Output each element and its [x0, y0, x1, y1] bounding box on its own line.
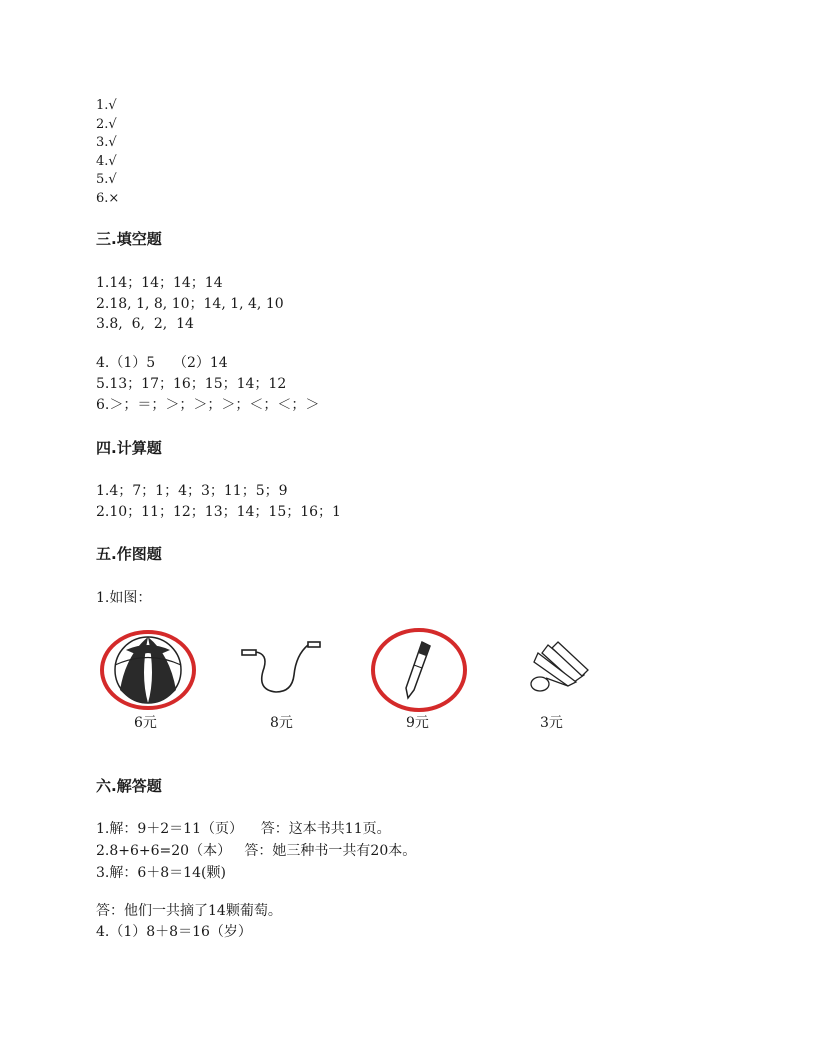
answer-line-1: 1.解：9＋2＝11（页） 答：这本书共11页。: [96, 821, 391, 837]
shuttlecock-icon: [531, 642, 588, 691]
calc-answer-1: 1.4；7；1；4；3；11；5；9: [96, 483, 288, 499]
pen-icon: [406, 642, 430, 698]
judge-answer-4: 4.√: [96, 154, 117, 169]
judge-answer-1: 1.√: [96, 98, 117, 113]
fill-answer-1: 1.14；14；14；14: [96, 275, 223, 291]
jump-rope-icon: [242, 642, 320, 692]
price-jump-rope: 8元: [270, 715, 293, 731]
section-heading-draw: 五.作图题: [96, 545, 162, 563]
answer-line-3: 3.解：6＋8＝14(颗): [96, 865, 226, 881]
answer-line-5: 4.（1）8＋8＝16（岁）: [96, 924, 252, 940]
judge-answer-3: 3.√: [96, 135, 117, 150]
items-illustration: [96, 620, 596, 740]
fill-answer-2: 2.18, 1, 8, 10；14, 1, 4, 10: [96, 296, 284, 312]
calc-answer-2: 2.10；11；12；13；14；15；16；1: [96, 504, 341, 520]
price-pen: 9元: [406, 715, 429, 731]
price-ball: 6元: [134, 715, 157, 731]
judge-answer-2: 2.√: [96, 117, 117, 132]
draw-caption: 1.如图：: [96, 590, 152, 606]
answer-line-2: 2.8+6+6=20（本） 答：她三种书一共有20本。: [96, 843, 417, 859]
judge-answer-5: 5.√: [96, 172, 117, 187]
fill-answer-5: 5.13；17；16；15；14；12: [96, 376, 287, 392]
ball-icon: [115, 637, 181, 703]
fill-answer-6: 6.＞；＝；＞；＞；＞；＜；＜；＞: [96, 397, 320, 413]
fill-answer-3: 3.8, 6, 2, 14: [96, 316, 194, 332]
shopping-figure: [96, 620, 596, 740]
judge-answer-6: 6.×: [96, 191, 120, 206]
answer-line-4: 答：他们一共摘了14颗葡萄。: [96, 903, 282, 919]
price-shuttlecock: 3元: [540, 715, 563, 731]
fill-answer-4: 4.（1）5 （2）14: [96, 355, 228, 371]
section-heading-fill: 三.填空题: [96, 230, 162, 248]
section-heading-calc: 四.计算题: [96, 439, 162, 457]
section-heading-answer: 六.解答题: [96, 777, 162, 795]
